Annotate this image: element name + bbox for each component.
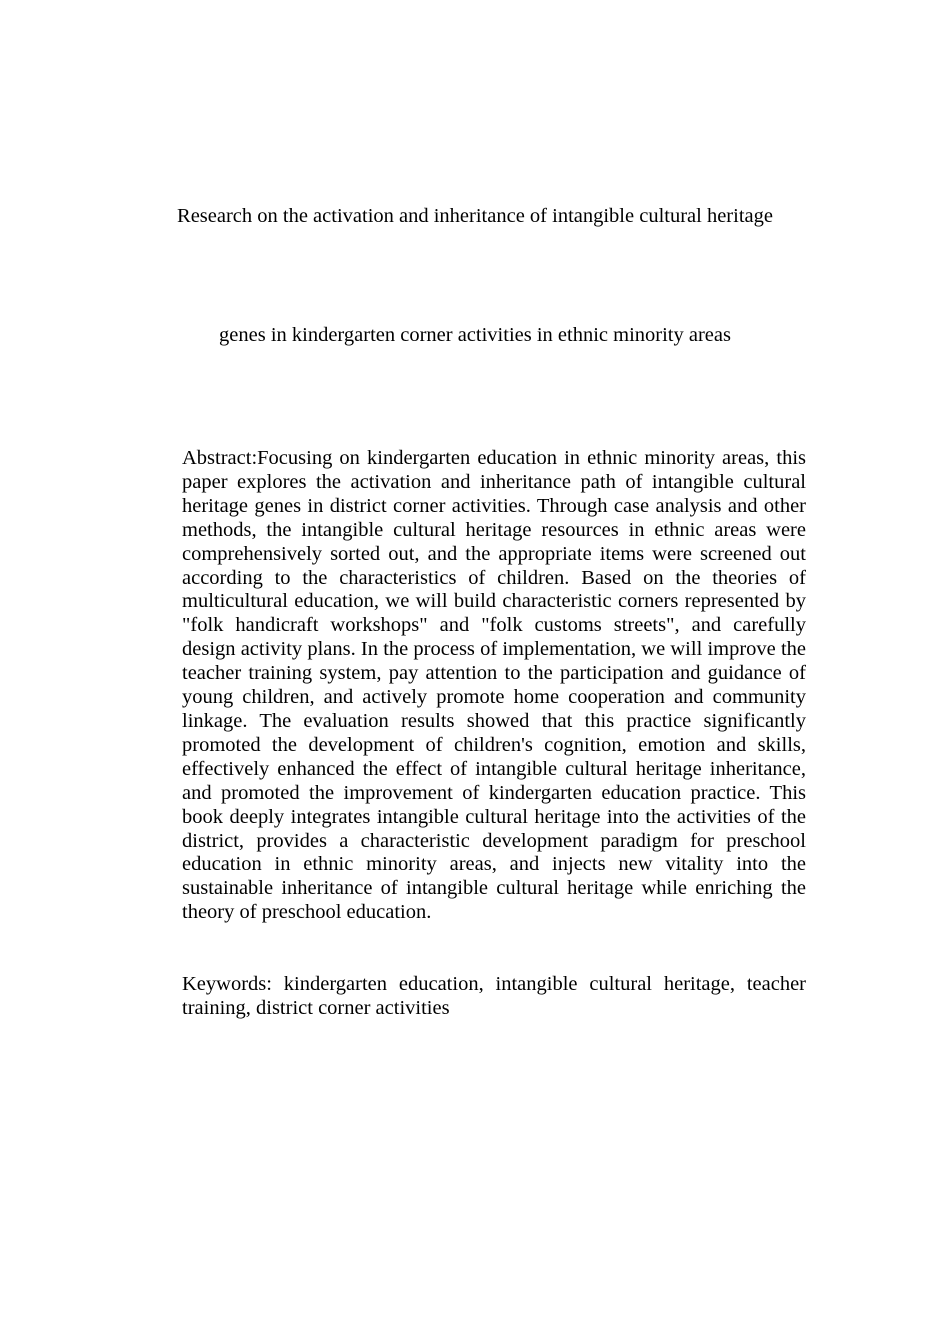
paper-title-line-1: Research on the activation and inheritance of intangible cultural heritage xyxy=(177,205,773,227)
paper-title-line-2: genes in kindergarten corner activities in ethnic minority areas xyxy=(219,324,731,346)
abstract-paragraph: Abstract:Focusing on kindergarten education in ethnic minority areas, this paper explores the activation and inheritance path of intangible cultural heritage genes in district corner activities. Through case analysis and other methods, the intangible cultural heritage resources in ethnic areas were comprehensively sorted out, and the appropriate items were screened out according to the characteristics of children. Based on the theories of multicultural education, we will build characteristic corners represented by "folk handicraft workshops" and "folk customs streets", and carefully design activity plans. In the process of implementation, we will improve the teacher training system, pay attention to the participation and guidance of young children, and actively promote home cooperation and community linkage. The evaluation results showed that this practice significantly promoted the development of children's cognition, emotion and skills, effectively enhanced the effect of intangible cultural heritage inheritance, and promoted the improvement of kindergarten education practice. This book deeply integrates intangible cultural heritage into the activities of the district, provides a characteristic development paradigm for preschool education in ethnic minority areas, and injects new vitality into the sustainable inheritance of intangible cultural heritage while enriching the theory of preschool education. xyxy=(182,447,806,924)
keywords-paragraph: Keywords: kindergarten education, intangible cultural heritage, teacher training, district corner activities xyxy=(182,973,806,1019)
